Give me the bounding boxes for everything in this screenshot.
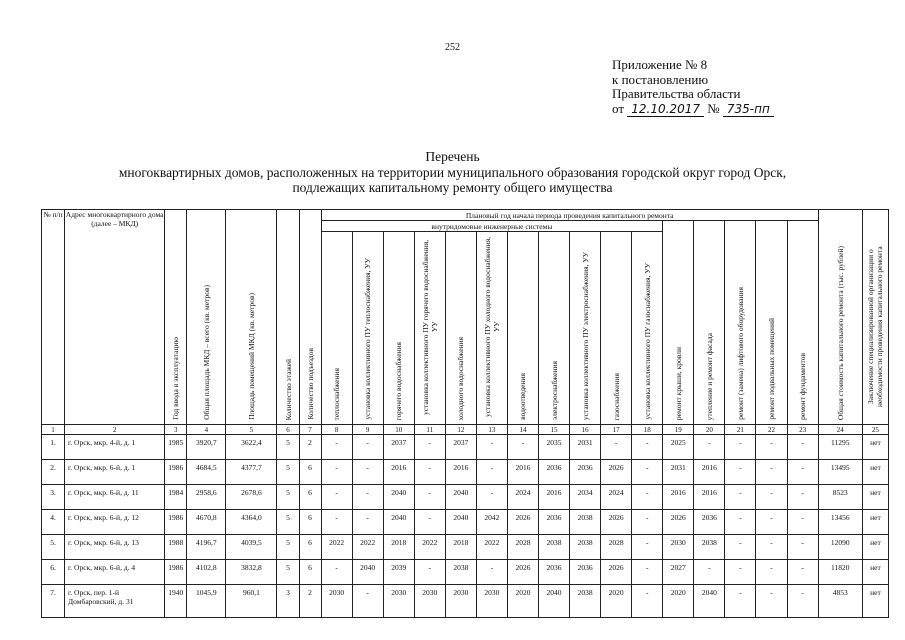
cell-c12: 2040 [445,485,476,510]
table-row [42,460,889,485]
cell-c10: 2039 [383,560,414,585]
cell-c15: 2035 [539,435,570,460]
cell-total: 4684,5 [187,460,226,485]
cell-premises: 960,1 [226,585,277,618]
cell-c9: 2040 [352,560,383,585]
cell-num: 1. [42,435,65,460]
from-label: от [612,100,625,116]
cell-concl: нет [862,435,888,460]
cell-entr: 6 [299,460,321,485]
cell-cost: 8523 [818,485,862,510]
cell-c9: - [352,435,383,460]
cell-total: 1045,9 [187,585,226,618]
cell-entr: 6 [299,485,321,510]
cell-num: 2. [42,460,65,485]
column-number: 9 [352,425,383,435]
header-address: Адрес многоквартирного дома (далее – МКД) [65,210,165,425]
column-number: 5 [226,425,277,435]
cell-c12: 2018 [445,535,476,560]
table-row [42,535,889,560]
cell-c15: 2036 [539,510,570,535]
cell-c23: - [787,510,818,535]
header-num: № п/п [42,210,65,425]
cell-c14: 2024 [507,485,538,510]
appendix-line-1: Приложение № 8 [612,57,708,72]
cell-c8: - [321,485,352,510]
column-number: 7 [299,425,321,435]
table-row [42,435,889,460]
cell-c11: - [414,510,445,535]
cell-address: г. Орск, мкр. 6-й, д. 11 [65,485,165,510]
header-year: Год ввода в эксплуатацию [165,210,187,425]
cell-concl: нет [862,460,888,485]
cell-c19: 2030 [663,535,694,560]
cell-entr: 6 [299,510,321,535]
cell-c16: 2038 [570,535,601,560]
cell-c17: 2026 [601,460,632,485]
header-pu-electricity: установка коллективного ПУ электроснабжения, УУ [570,232,601,425]
cell-c14: 2028 [507,535,538,560]
column-number: 16 [570,425,601,435]
cell-c14: - [507,435,538,460]
cell-c19: 2020 [663,585,694,618]
cell-floors: 3 [277,585,299,618]
title-line-3: подлежащих капитальному ремонту общего имущества [292,180,613,195]
cell-c11: - [414,435,445,460]
header-planned-year: Плановый год начала периода проведения капитального ремонта [321,210,818,221]
header-foundation: ремонт фундаментов [787,221,818,425]
header-elevator: ремонт (замена) лифтового оборудования [725,221,756,425]
column-number: 8 [321,425,352,435]
cell-entr: 2 [299,585,321,618]
cell-c21: - [725,535,756,560]
column-number: 19 [663,425,694,435]
column-number: 13 [476,425,507,435]
table-row [42,560,889,585]
cell-c13: 2022 [476,535,507,560]
cell-c19: 2016 [663,485,694,510]
cell-c22: - [756,560,787,585]
header-entrances: Количество подъездов [299,210,321,425]
cell-c13: 2042 [476,510,507,535]
cell-c16: 2036 [570,460,601,485]
cell-c20: 2016 [694,460,725,485]
cell-year: 1985 [165,435,187,460]
cell-c11: 2022 [414,535,445,560]
cell-year: 1986 [165,560,187,585]
cell-c20: - [694,435,725,460]
cell-premises: 2678,6 [226,485,277,510]
cell-c22: - [756,460,787,485]
header-cold-water: холодного водоснабжения [445,232,476,425]
cell-floors: 5 [277,485,299,510]
cell-c13: - [476,560,507,585]
cell-c9: - [352,585,383,618]
column-number: 15 [539,425,570,435]
header-basement: ремонт подвальных помещений [756,221,787,425]
cell-c15: 2038 [539,535,570,560]
header-pu-cold-water: установка коллективного ПУ холодного водоснабжения, УУ [476,232,507,425]
cell-entr: 6 [299,560,321,585]
cell-c16: 2036 [570,560,601,585]
cell-c15: 2036 [539,460,570,485]
column-number: 23 [787,425,818,435]
cell-c13: - [476,460,507,485]
cell-c23: - [787,585,818,618]
column-number: 11 [414,425,445,435]
cell-c8: - [321,460,352,485]
cell-concl: нет [862,510,888,535]
cell-num: 7. [42,585,65,618]
cell-total: 4670,8 [187,510,226,535]
cell-c19: 2031 [663,460,694,485]
cell-c10: 2018 [383,535,414,560]
header-total-area: Общая площадь МКД – всего (кв. метров) [187,210,226,425]
cell-cost: 12090 [818,535,862,560]
table-row [42,485,889,510]
cell-year: 1986 [165,460,187,485]
cell-c11: - [414,560,445,585]
cell-c18: - [632,535,663,560]
header-conclusion: Заключение специализированной организации о необходимости проведения капитального ремонта [862,210,888,425]
cell-c16: 2031 [570,435,601,460]
cell-c8: - [321,510,352,535]
cell-c10: 2040 [383,510,414,535]
column-number: 24 [818,425,862,435]
cell-c12: 2040 [445,510,476,535]
cell-address: г. Орск, мкр. 6-й, д. 1 [65,460,165,485]
cell-c18: - [632,560,663,585]
cell-cost: 4853 [818,585,862,618]
cell-year: 1940 [165,585,187,618]
column-number: 25 [862,425,888,435]
header-pu-hot-water: установка коллективного ПУ горячего водоснабжения, УУ [414,232,445,425]
cell-c14: 2016 [507,460,538,485]
cell-year: 1988 [165,535,187,560]
number-label: № [707,100,720,116]
cell-c10: 2016 [383,460,414,485]
column-number: 14 [507,425,538,435]
header-engineering-systems: внутридомовые инженерные системы [321,221,663,232]
cell-c21: - [725,560,756,585]
cell-c9: 2022 [352,535,383,560]
cell-c22: - [756,485,787,510]
cell-c15: 2040 [539,585,570,618]
cell-c22: - [756,535,787,560]
cell-c17: 2026 [601,510,632,535]
cell-address: г. Орск, мкр. 6-й, д. 13 [65,535,165,560]
cell-num: 4. [42,510,65,535]
header-roof: ремонт крыши, кровли [663,221,694,425]
cell-c19: 2027 [663,560,694,585]
cell-total: 4102,8 [187,560,226,585]
cell-c16: 2034 [570,485,601,510]
header-cost: Общая стоимость капитального ремонта (тыс. рублей) [818,210,862,425]
cell-total: 4196,7 [187,535,226,560]
cell-cost: 13456 [818,510,862,535]
appendix-line-2: к постановлению [612,71,709,87]
column-number: 4 [187,425,226,435]
cell-c17: - [601,435,632,460]
cell-cost: 11295 [818,435,862,460]
cell-c11: 2030 [414,585,445,618]
title-line-2: многоквартирных домов, расположенных на территории муниципального образования городской округ город Орск, [118,164,787,180]
cell-c23: - [787,535,818,560]
cell-c19: 2025 [663,435,694,460]
cell-concl: нет [862,560,888,585]
cell-address: г. Орск, пер. 1-й Домбаровский, д. 31 [65,585,165,618]
cell-c8: 2030 [321,585,352,618]
cell-concl: нет [862,585,888,618]
column-number: 18 [632,425,663,435]
cell-c9: - [352,510,383,535]
cell-c11: - [414,460,445,485]
cell-c15: 2036 [539,560,570,585]
cell-c16: 2038 [570,585,601,618]
cell-c21: - [725,485,756,510]
cell-year: 1986 [165,510,187,535]
cell-c20: 2038 [694,535,725,560]
cell-premises: 3622,4 [226,435,277,460]
cell-c12: 2030 [445,585,476,618]
cell-premises: 4377,7 [226,460,277,485]
cell-c18: - [632,485,663,510]
cell-c12: 2037 [445,435,476,460]
cell-c23: - [787,460,818,485]
cell-c18: - [632,585,663,618]
column-number: 10 [383,425,414,435]
title-line-1: Перечень [425,149,480,164]
column-number: 1 [42,425,65,435]
decree-date: 12.10.2017 [627,102,704,117]
cell-c17: 2020 [601,585,632,618]
cell-floors: 5 [277,435,299,460]
cell-floors: 5 [277,510,299,535]
cell-c9: - [352,485,383,510]
column-number: 22 [756,425,787,435]
header-pu-heating: установка коллективного ПУ теплоснабжения, УУ [352,232,383,425]
header-drainage: водоотведения [507,232,538,425]
cell-c11: - [414,485,445,510]
header-heating: теплоснабжения [321,232,352,425]
cell-c17: 2028 [601,535,632,560]
cell-year: 1984 [165,485,187,510]
cell-concl: нет [862,535,888,560]
cell-c17: 2024 [601,485,632,510]
header-gas: газоснабжения [601,232,632,425]
cell-c21: - [725,435,756,460]
appendix-line-3: Правительства области [612,86,741,101]
cell-c21: - [725,585,756,618]
cell-entr: 6 [299,535,321,560]
column-number: 2 [65,425,165,435]
cell-c22: - [756,510,787,535]
column-number: 17 [601,425,632,435]
cell-c19: 2026 [663,510,694,535]
cell-total: 2958,6 [187,485,226,510]
cell-c14: 2026 [507,560,538,585]
table-row [42,585,889,618]
cell-c23: - [787,485,818,510]
header-pu-gas: установка коллективного ПУ газоснабжения, УУ [632,232,663,425]
cell-c18: - [632,435,663,460]
cell-c14: 2026 [507,510,538,535]
cell-c17: 2026 [601,560,632,585]
cell-entr: 2 [299,435,321,460]
cell-c16: 2038 [570,510,601,535]
cell-num: 6. [42,560,65,585]
cell-c13: - [476,485,507,510]
cell-c9: - [352,460,383,485]
cell-c13: - [476,435,507,460]
cell-address: г. Орск, мкр. 6-й, д. 12 [65,510,165,535]
cell-c20: 2040 [694,585,725,618]
cell-concl: нет [862,485,888,510]
column-number: 3 [165,425,187,435]
cell-address: г. Орск, мкр. 4-й, д. 1 [65,435,165,460]
header-electricity: электроснабжения [539,232,570,425]
cell-premises: 4364,0 [226,510,277,535]
cell-c20: 2016 [694,485,725,510]
document-title [0,149,905,196]
appendix-block [612,58,774,116]
cell-premises: 4039,5 [226,535,277,560]
cell-c22: - [756,585,787,618]
cell-c18: - [632,460,663,485]
cell-floors: 5 [277,535,299,560]
cell-c8: 2022 [321,535,352,560]
cell-num: 3. [42,485,65,510]
cell-c23: - [787,560,818,585]
column-number: 20 [694,425,725,435]
cell-floors: 5 [277,460,299,485]
column-number: 12 [445,425,476,435]
header-facade: утепление и ремонт фасада [694,221,725,425]
cell-floors: 5 [277,560,299,585]
cell-num: 5. [42,535,65,560]
cell-c12: 2038 [445,560,476,585]
cell-c10: 2040 [383,485,414,510]
page-number: 252 [445,42,460,53]
cell-c18: - [632,510,663,535]
cell-c22: - [756,435,787,460]
column-number: 6 [277,425,299,435]
header-hot-water: горячего водоснабжения [383,232,414,425]
column-number: 21 [725,425,756,435]
houses-table [41,209,889,618]
cell-total: 3920,7 [187,435,226,460]
cell-c10: 2037 [383,435,414,460]
cell-c8: - [321,560,352,585]
cell-address: г. Орск, мкр. 6-й, д. 4 [65,560,165,585]
cell-c15: 2016 [539,485,570,510]
cell-c20: 2036 [694,510,725,535]
cell-c13: 2030 [476,585,507,618]
cell-c10: 2030 [383,585,414,618]
cell-c21: - [725,510,756,535]
cell-c21: - [725,460,756,485]
cell-c23: - [787,435,818,460]
appendix-date-line [612,102,774,117]
cell-c14: 2020 [507,585,538,618]
cell-cost: 11820 [818,560,862,585]
decree-number: 735-пп [723,102,774,117]
cell-premises: 3832,8 [226,560,277,585]
cell-c20: - [694,560,725,585]
cell-c8: - [321,435,352,460]
header-floors: Количество этажей [277,210,299,425]
cell-c12: 2016 [445,460,476,485]
cell-cost: 13495 [818,460,862,485]
column-numbers-row [42,425,889,435]
table-row [42,510,889,535]
header-premises-area: Площадь помещений МКД (кв. метров) [226,210,277,425]
